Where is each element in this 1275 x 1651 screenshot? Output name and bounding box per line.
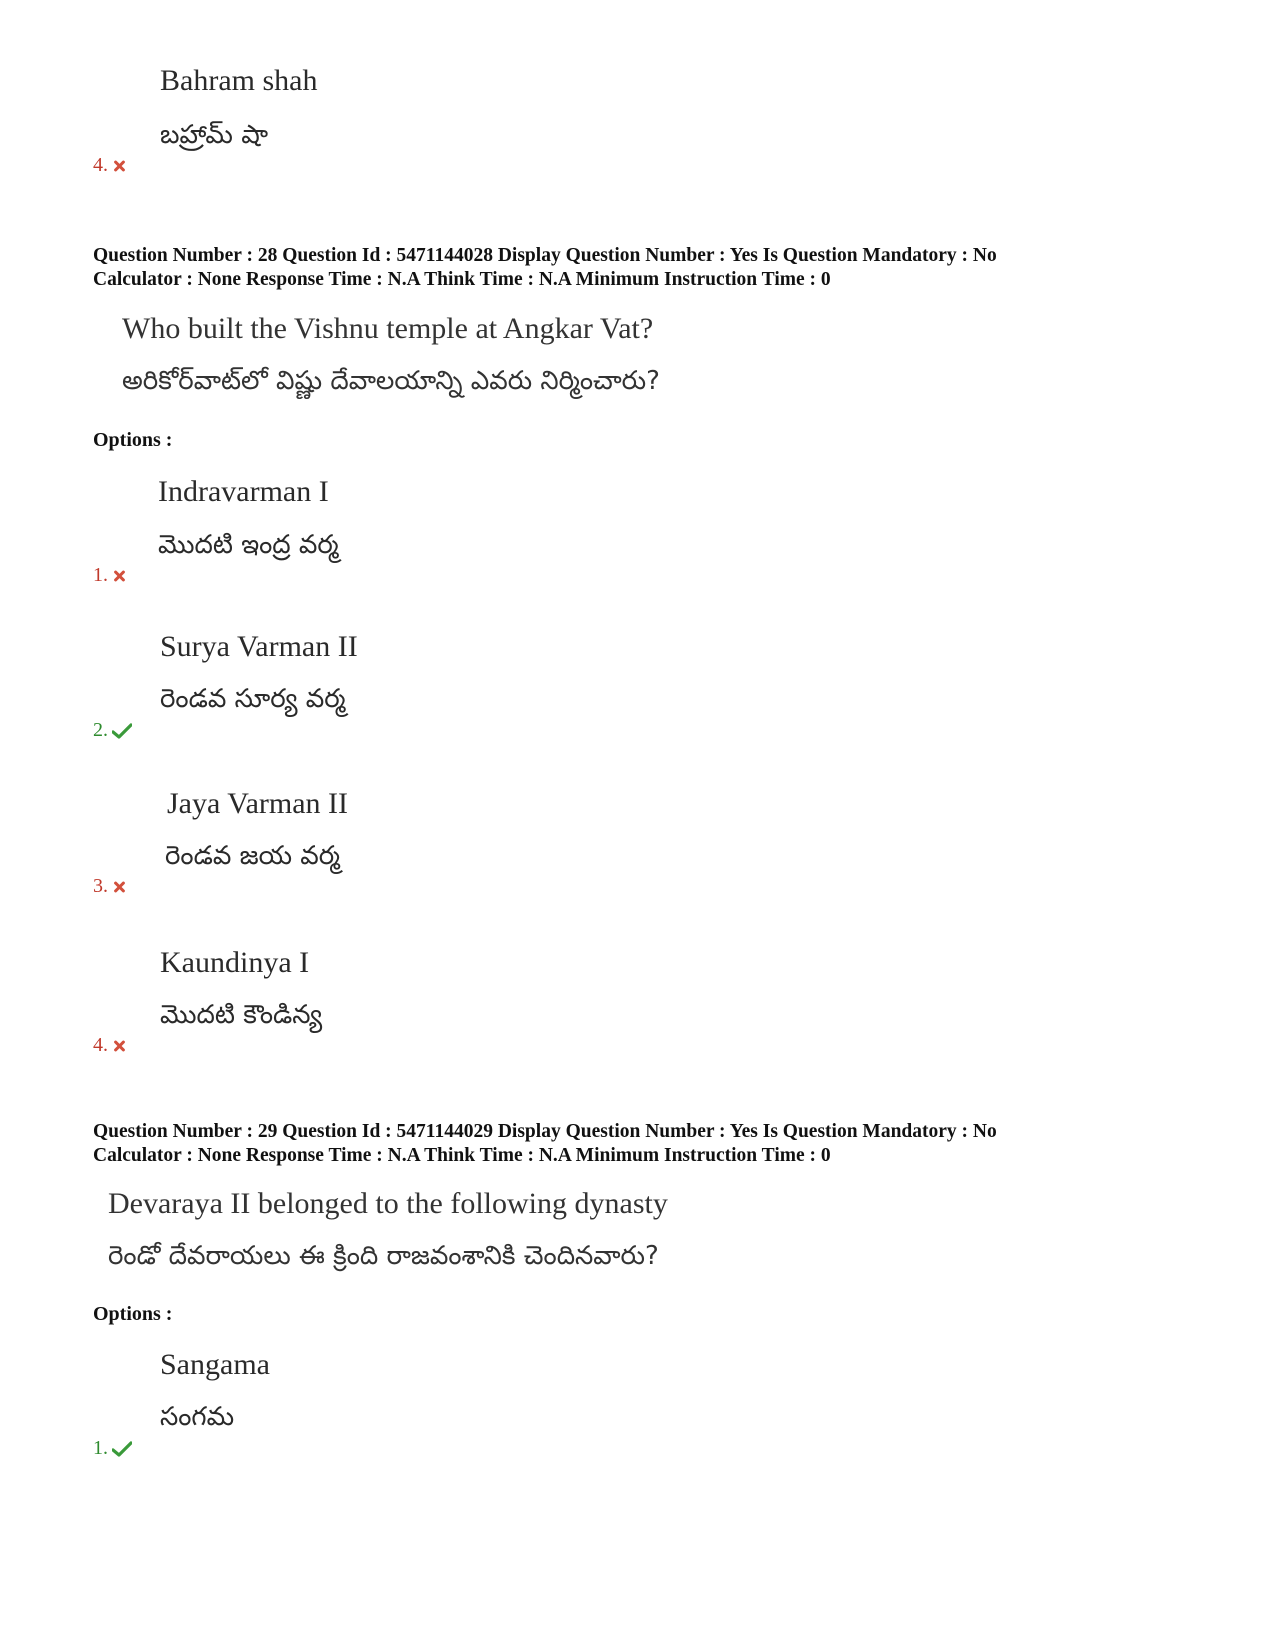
- q29-option-1-number: [93, 1437, 132, 1460]
- q29-meta-line-1: Question Number : 29 Question Id : 5471144029 Display Question Number : Yes Is Question Mandatory : No: [93, 1121, 997, 1142]
- q29-options-label: Options :: [93, 1303, 173, 1325]
- option-number-label: 1.: [93, 564, 108, 586]
- q29-option-1-english: Sangama: [160, 1348, 270, 1381]
- option-number-label: 4.: [93, 1034, 108, 1056]
- q28-option-1-english: Indravarman I: [158, 475, 329, 508]
- q28-option-2-number: [93, 719, 132, 742]
- q28-question-english: Who built the Vishnu temple at Angkar Vat?: [122, 312, 654, 345]
- wrong-answer-icon: [112, 1039, 126, 1053]
- q28-options-label: Options :: [93, 429, 173, 451]
- q28-meta-line-2: Calculator : None Response Time : N.A Think Time : N.A Minimum Instruction Time : 0: [93, 269, 831, 290]
- option-number-label: 3.: [93, 875, 108, 897]
- q28-option-3-english: Jaya Varman II: [167, 787, 349, 820]
- q29-question-english: Devaraya II belonged to the following dynasty: [108, 1187, 668, 1220]
- option-number-label: 2.: [93, 719, 108, 741]
- q29-meta-line-2: Calculator : None Response Time : N.A Think Time : N.A Minimum Instruction Time : 0: [93, 1145, 831, 1166]
- q29-question-telugu: రెండో దేవరాయలు ఈ క్రింది రాజవంశానికి చెందినవారు?: [108, 1241, 659, 1271]
- q28-option-1-number: [93, 564, 126, 587]
- prev-option-4-number: [93, 154, 126, 177]
- q28-option-1-telugu: మొదటి ఇంద్ర వర్మ: [158, 530, 339, 560]
- q28-option-3-number: [93, 875, 126, 898]
- option-number-label: 1.: [93, 1437, 108, 1459]
- wrong-answer-icon: [112, 159, 126, 173]
- option-number-label: 4.: [93, 154, 108, 176]
- wrong-answer-icon: [112, 880, 126, 894]
- q29-option-1-telugu: సంగమ: [160, 1402, 235, 1432]
- q28-option-4-telugu: మొదటి కౌండిన్య: [160, 1000, 323, 1030]
- q28-option-3-telugu: రెండవ జయ వర్మ: [165, 841, 340, 871]
- q28-option-4-number: [93, 1034, 126, 1057]
- q28-option-4-english: Kaundinya I: [160, 946, 310, 979]
- prev-option-4-telugu: బహ్రామ్ షా: [160, 120, 269, 150]
- correct-answer-icon: [112, 1441, 132, 1457]
- q28-meta-line-1: Question Number : 28 Question Id : 5471144028 Display Question Number : Yes Is Question Mandatory : No: [93, 245, 997, 266]
- prev-option-4-english: Bahram shah: [160, 64, 318, 97]
- correct-answer-icon: [112, 723, 132, 739]
- wrong-answer-icon: [112, 569, 126, 583]
- q28-option-2-telugu: రెండవ సూర్య వర్మ: [160, 684, 346, 714]
- q28-option-2-english: Surya Varman II: [160, 630, 358, 663]
- q28-question-telugu: అరికోర్‌వాట్‌లో విష్ణు దేవాలయాన్ని ఎవరు నిర్మించారు?: [122, 366, 660, 396]
